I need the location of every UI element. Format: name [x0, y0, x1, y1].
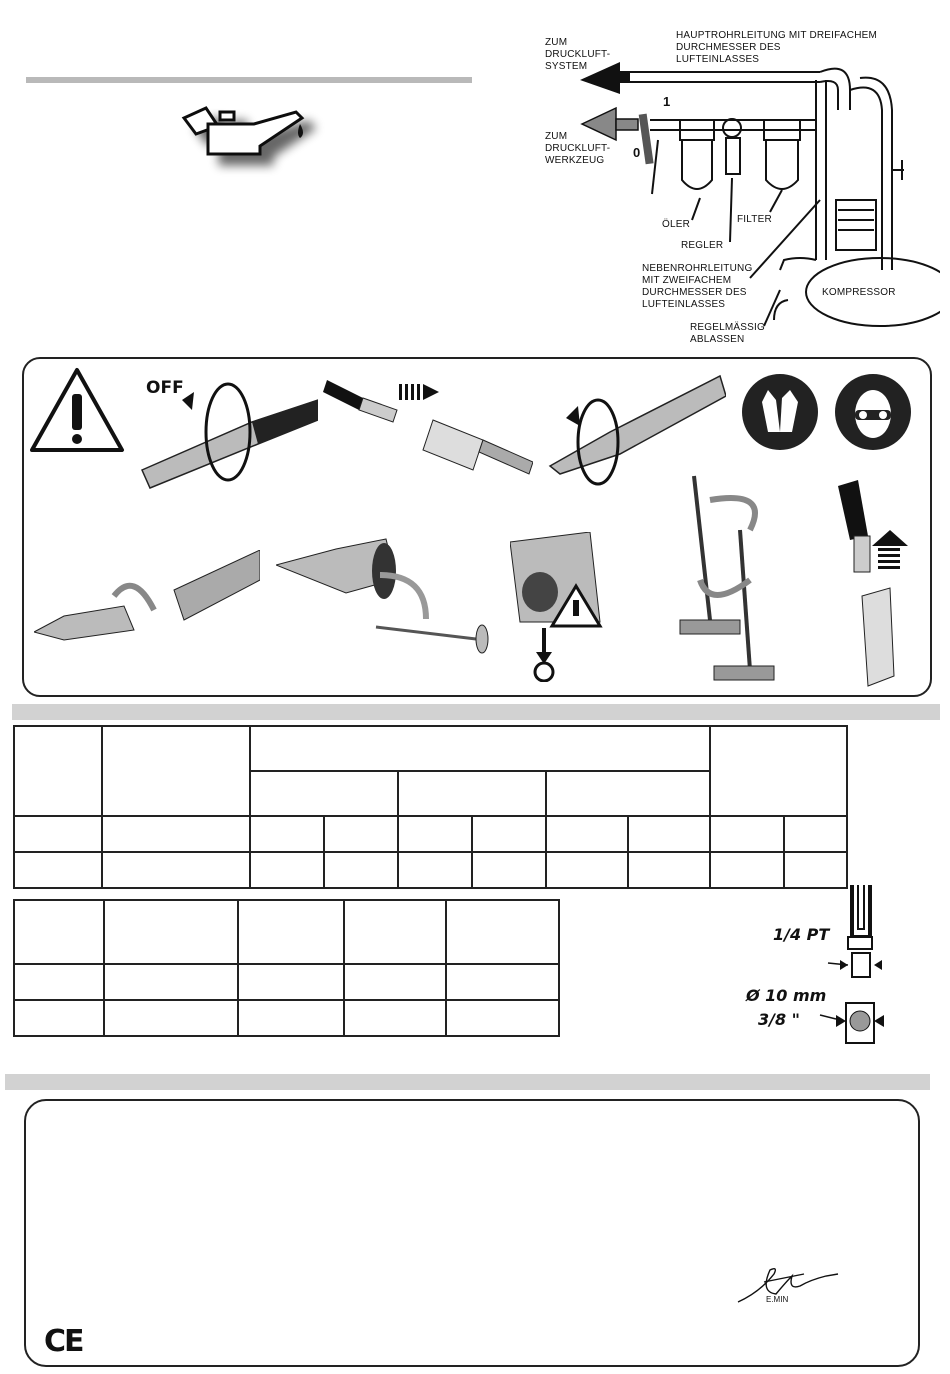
step-plug-in-illustration [828, 476, 918, 696]
branch-pipe-label: NEBENROHRLEITUNG MIT ZWEIFACHEM DURCHMESSER DES LUFTEINLASSES [642, 263, 753, 310]
gloves-icon [740, 372, 820, 452]
to-tool-label: ZUM DRUCKLUFT- WERKZEUG [545, 131, 611, 166]
goggles-icon [833, 372, 913, 452]
declaration-band [5, 1074, 930, 1090]
fitting-diagram [760, 885, 910, 1055]
thread-size-label: 1/4 PT [773, 925, 830, 944]
ce-mark: CE [44, 1324, 83, 1359]
noise-vibration-table [13, 899, 560, 1037]
step-oring-warning-illustration [510, 532, 610, 682]
to-system-label: ZUM DRUCKLUFT- SYSTEM [545, 37, 611, 72]
specs-table [13, 725, 848, 889]
filter-label: FILTER [737, 214, 772, 225]
signature-name: E.MIN [766, 1295, 789, 1304]
regulator-label: REGLER [681, 240, 724, 251]
valve-on-label: 1 [663, 94, 671, 109]
step-insert-needle-illustration [276, 535, 496, 665]
warning-icon [28, 366, 126, 454]
oiler-label: ÖLER [662, 219, 691, 230]
declaration-frame [24, 1099, 920, 1367]
step-connect-coupling-illustration [323, 370, 533, 480]
diameter-label: Ø 10 mm [746, 986, 827, 1005]
step-tighten-tip-illustration [540, 366, 726, 486]
main-pipe-label: HAUPTROHRLEITUNG MIT DREIFACHEM DURCHMESSER DES LUFTEINLASSES [676, 30, 878, 65]
step-change-needle-illustration [670, 470, 780, 690]
header-rule [26, 77, 472, 83]
valve-off-label: 0 [633, 145, 641, 160]
step-rotate-off-illustration [132, 370, 318, 490]
compressor-label: KOMPRESSOR [822, 287, 896, 298]
section-band [12, 704, 940, 720]
drain-label: REGELMÄSSIG ABLASSEN [690, 322, 765, 345]
step-remove-tip-illustration [34, 550, 260, 660]
off-label: OFF [146, 378, 184, 398]
inch-label: 3/8 " [758, 1010, 801, 1029]
oil-can-icon [176, 104, 326, 184]
